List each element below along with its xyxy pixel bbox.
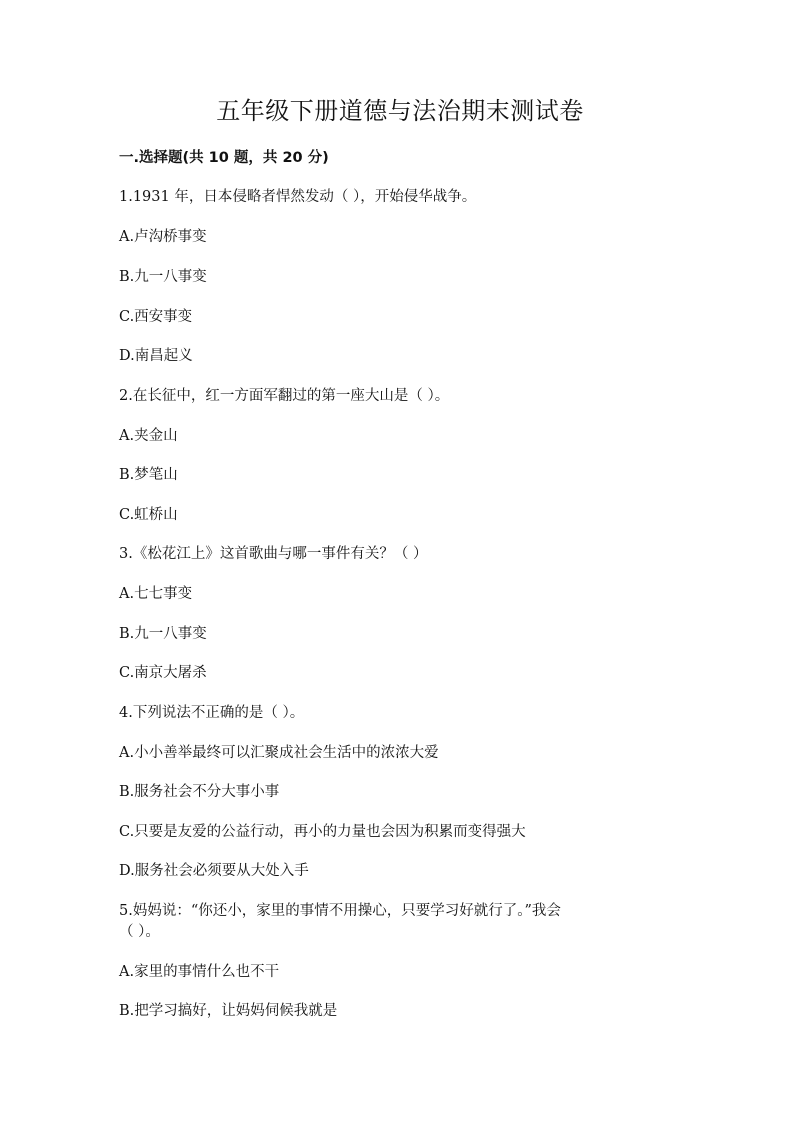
page-title: 五年级下册道德与法治期末测试卷 xyxy=(216,97,584,125)
answer-option: D.南昌起义 xyxy=(119,348,193,364)
answer-option: A.小小善举最终可以汇聚成社会生活中的浓浓大爱 xyxy=(119,745,439,761)
answer-option: B.九一八事变 xyxy=(119,626,207,642)
question-stem: 1.1931 年，日本侵略者悍然发动（ ），开始侵华战争。 xyxy=(119,189,477,205)
question-stem: 2.在长征中，红一方面军翻过的第一座大山是（ ）。 xyxy=(119,388,450,404)
section-header: 一.选择题(共 10 题，共 20 分) xyxy=(119,150,329,166)
answer-option: A.七七事变 xyxy=(119,586,193,602)
answer-option: C.虹桥山 xyxy=(119,507,178,523)
answer-option: B.九一八事变 xyxy=(119,269,207,285)
question-stem-continuation: （ ）。 xyxy=(119,924,160,940)
answer-option: B.把学习搞好，让妈妈伺候我就是 xyxy=(119,1003,338,1019)
question-stem: 5.妈妈说：“你还小，家里的事情不用操心，只要学习好就行了。”我会 xyxy=(119,903,561,919)
answer-option: A.家里的事情什么也不干 xyxy=(119,964,280,980)
answer-option: B.服务社会不分大事小事 xyxy=(119,784,280,800)
answer-option: C.南京大屠杀 xyxy=(119,665,207,681)
answer-option: D.服务社会必须要从大处入手 xyxy=(119,863,309,879)
answer-option: C.西安事变 xyxy=(119,309,193,325)
question-stem: 3.《松花江上》这首歌曲与哪一事件有关？（ ） xyxy=(119,546,428,562)
answer-option: A.夹金山 xyxy=(119,428,178,444)
answer-option: B.梦笔山 xyxy=(119,467,178,483)
answer-option: C.只要是友爱的公益行动，再小的力量也会因为积累而变得强大 xyxy=(119,824,526,840)
question-stem: 4.下列说法不正确的是（ ）。 xyxy=(119,705,305,721)
answer-option: A.卢沟桥事变 xyxy=(119,229,207,245)
